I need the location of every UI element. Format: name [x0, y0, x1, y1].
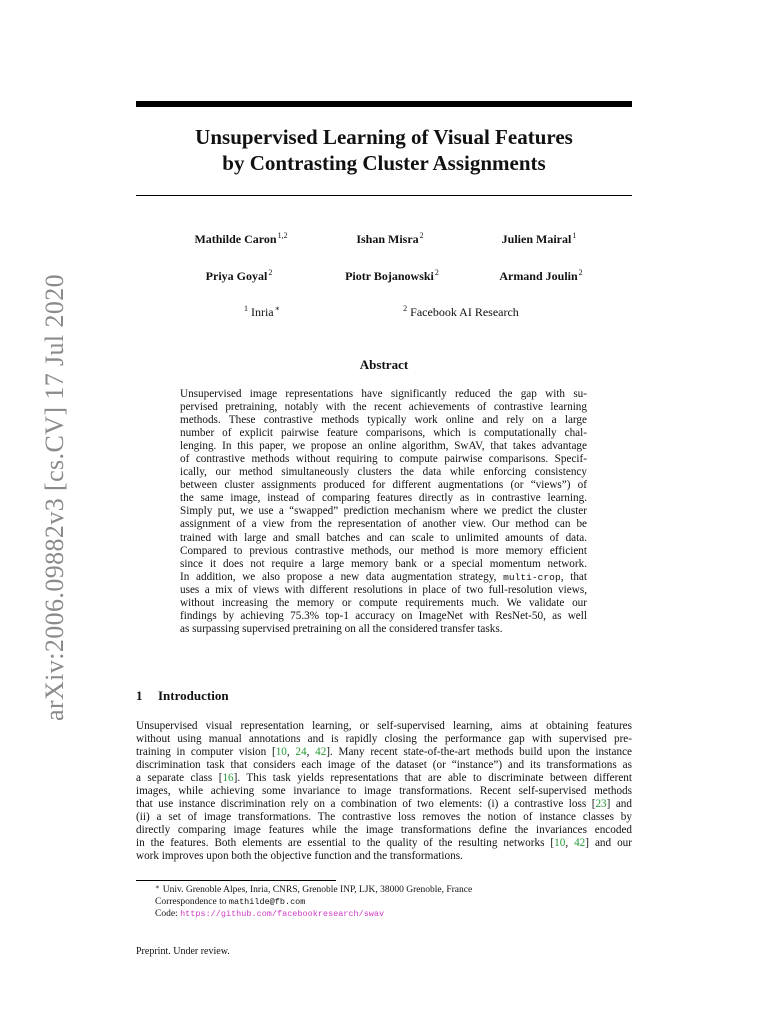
intro-line — [136, 772, 632, 785]
arxiv-identifier-stamp: arXiv:2006.09882v3 [cs.CV] 17 Jul 2020 — [40, 273, 69, 721]
abstract-line: as surpassing supervised pretraining on all the considered transfer tasks. — [180, 622, 503, 635]
affiliation-footnote-mark: ∗ — [274, 304, 281, 313]
author-mathilde-caron — [194, 232, 287, 246]
intro-text-span: directly comparing image features while the image transformations define the invariances encoded — [136, 823, 632, 836]
intro-line — [136, 837, 632, 850]
abstract-line: assignment of a view from the representation of another view. Our method can be — [180, 518, 587, 531]
correspondence-label: Correspondence to — [155, 897, 229, 907]
abstract-line: uses a mix of views with different resolutions in place of two full-resolution views, — [180, 583, 587, 596]
footnote-affiliation-text: Univ. Grenoble Alpes, Inria, CNRS, Grenoble INP, LJK, 38000 Grenoble, France — [162, 885, 473, 895]
section-heading-introduction — [136, 688, 229, 703]
abstract-line: Unsupervised image representations have significantly reduced the gap with su- — [180, 388, 587, 400]
intro-text-span: work improves upon both the objective function and the transformations. — [136, 849, 463, 862]
abstract-line: of contrastive methods without requiring to compute pairwise comparisons. Specif- — [180, 453, 587, 466]
author-julien-mairal — [502, 232, 577, 246]
abstract-body — [180, 388, 587, 636]
intro-text-span: , — [286, 745, 296, 758]
intro-text-span: , — [565, 836, 575, 849]
intro-text-span: (ii) a set of image transformations. The contrastive loss removes the notion of instance classes by — [136, 810, 632, 823]
abstract-line: lenging. In this paper, we propose an online algorithm, SwAV, that takes advantage — [180, 440, 587, 453]
affiliation-number: 1 — [243, 304, 248, 313]
intro-line — [136, 733, 632, 746]
author-armand-joulin — [499, 269, 582, 283]
intro-text-span: a separate class [ — [136, 771, 223, 784]
affiliation-name: Facebook AI Research — [410, 305, 519, 319]
affiliation-number: 2 — [403, 304, 408, 313]
section-title: Introduction — [158, 688, 229, 703]
abstract-line: pervised pretraining, notably with the recent achievements of contrastive learning — [180, 401, 587, 414]
intro-line — [136, 824, 632, 837]
abstract-line-with-code — [180, 571, 587, 584]
section-number: 1 — [136, 688, 143, 703]
author-affiliation-mark: 2 — [419, 231, 424, 240]
footnote-rule — [136, 880, 336, 881]
code-url-link[interactable]: https://github.com/facebookresearch/swav — [180, 909, 385, 919]
correspondence-email[interactable]: mathilde@fb.com — [228, 897, 306, 907]
author-name: Armand Joulin — [499, 269, 578, 283]
title-bottom-rule — [136, 195, 632, 196]
author-name: Mathilde Caron — [194, 232, 277, 246]
intro-text-span: images, while achieving some invariance to image transformations. Recent self-supervised methods — [136, 784, 632, 797]
intro-text-span: discrimination task that considers each image of the dataset (or “instance”) and its transformations as — [136, 758, 632, 771]
author-ishan-misra — [356, 232, 423, 246]
abstract-line: ically, our method simultaneously clusters the data while enforcing consistency — [180, 466, 587, 479]
abstract-line: without increasing the memory or compute requirements much. We validate our — [180, 596, 587, 609]
citation-link[interactable]: 10 — [554, 836, 566, 849]
author-affiliation-mark: 2 — [268, 268, 273, 277]
citation-link[interactable]: 42 — [315, 745, 327, 758]
intro-line — [136, 785, 632, 798]
footnotes — [155, 884, 472, 920]
intro-line — [136, 759, 632, 772]
preprint-note: Preprint. Under review. — [136, 946, 230, 957]
citation-link[interactable]: 16 — [222, 771, 234, 784]
title-top-rule — [136, 101, 632, 107]
abstract-line: number of explicit pairwise feature comparisons, which is computationally chal- — [180, 427, 587, 440]
author-name: Julien Mairal — [501, 232, 572, 246]
abstract-text-span: In addition, we also propose a new data augmentation strategy, — [180, 570, 497, 583]
paper-title — [136, 124, 632, 176]
intro-line — [136, 720, 632, 733]
citation-link[interactable]: 24 — [295, 745, 307, 758]
author-affiliation-mark: 1 — [572, 231, 577, 240]
intro-text-span: , — [306, 745, 316, 758]
affiliation-inria — [244, 305, 280, 319]
paper-title-line-1: Unsupervised Learning of Visual Features — [195, 125, 573, 149]
intro-text-span: ]. Many recent state-of-the-art methods build upon the instance — [326, 745, 633, 758]
intro-text-span: that use instance discrimination rely on a combination of two elements: (i) a contrastive loss [ — [136, 797, 596, 810]
author-affiliation-mark: 2 — [578, 268, 583, 277]
abstract-line: Compared to previous contrastive methods, our method is more memory efficient — [180, 544, 587, 557]
affiliation-name: Inria — [250, 305, 274, 319]
intro-line — [136, 746, 632, 759]
abstract-line: findings by achieving 75.3% top-1 accuracy on ImageNet with ResNet-50, as well — [180, 609, 587, 622]
abstract-line: trained with large and small batches and can scale to unlimited amounts of data. — [180, 531, 587, 544]
intro-text-span: ]. This task yields representations that are able to discriminate between different — [233, 771, 632, 784]
abstract-line: methods. These contrastive methods typically work online and rely on a large — [180, 414, 587, 427]
author-name: Ishan Misra — [356, 232, 419, 246]
abstract-line: Simply put, we use a “swapped” prediction mechanism where we predict the cluster — [180, 505, 587, 518]
abstract-heading: Abstract — [359, 357, 409, 372]
citation-link[interactable]: 10 — [275, 745, 287, 758]
intro-line — [136, 850, 632, 863]
author-priya-goyal — [206, 269, 273, 283]
author-affiliation-mark: 2 — [434, 268, 439, 277]
abstract-line: since it does not require a large memory bank or a special momentum network. — [180, 557, 587, 570]
paper-title-line-2: by Contrasting Cluster Assignments — [222, 151, 546, 175]
author-affiliation-mark: 1,2 — [277, 231, 288, 240]
footnote-affiliation — [155, 884, 472, 896]
citation-link[interactable]: 23 — [595, 797, 607, 810]
author-name: Piotr Bojanowski — [345, 269, 434, 283]
citation-link[interactable]: 42 — [574, 836, 586, 849]
abstract-text-span: , that — [560, 570, 587, 583]
author-piotr-bojanowski — [345, 269, 439, 283]
code-label: Code: — [155, 909, 181, 919]
intro-line — [136, 798, 632, 811]
intro-text-span: in the features. Both elements are essential to the quality of the resulting networks [ — [136, 836, 555, 849]
multi-crop-term: multi-crop — [503, 571, 561, 583]
introduction-body — [136, 720, 632, 862]
affiliation-facebook-ai-research — [403, 305, 519, 319]
abstract-line: between cluster assignments produced for different augmentations (or “views”) of — [180, 479, 587, 492]
intro-text-span: ] and — [606, 797, 632, 810]
intro-text-span: without using manual annotations and is rapidly closing the performance gap with supervised pre- — [136, 732, 632, 745]
author-name: Priya Goyal — [205, 269, 268, 283]
footnote-mark: ∗ — [155, 883, 160, 891]
intro-text-span: ] and our — [585, 836, 632, 849]
footnote-code — [155, 908, 472, 920]
intro-text-span: training in computer vision [ — [136, 745, 276, 758]
intro-text-span: Unsupervised visual representation learning, or self-supervised learning, aims at obtaining features — [136, 720, 632, 732]
intro-line — [136, 811, 632, 824]
footnote-correspondence — [155, 896, 472, 908]
abstract-line: the same image, instead of comparing features directly as in contrastive learning. — [180, 492, 587, 505]
